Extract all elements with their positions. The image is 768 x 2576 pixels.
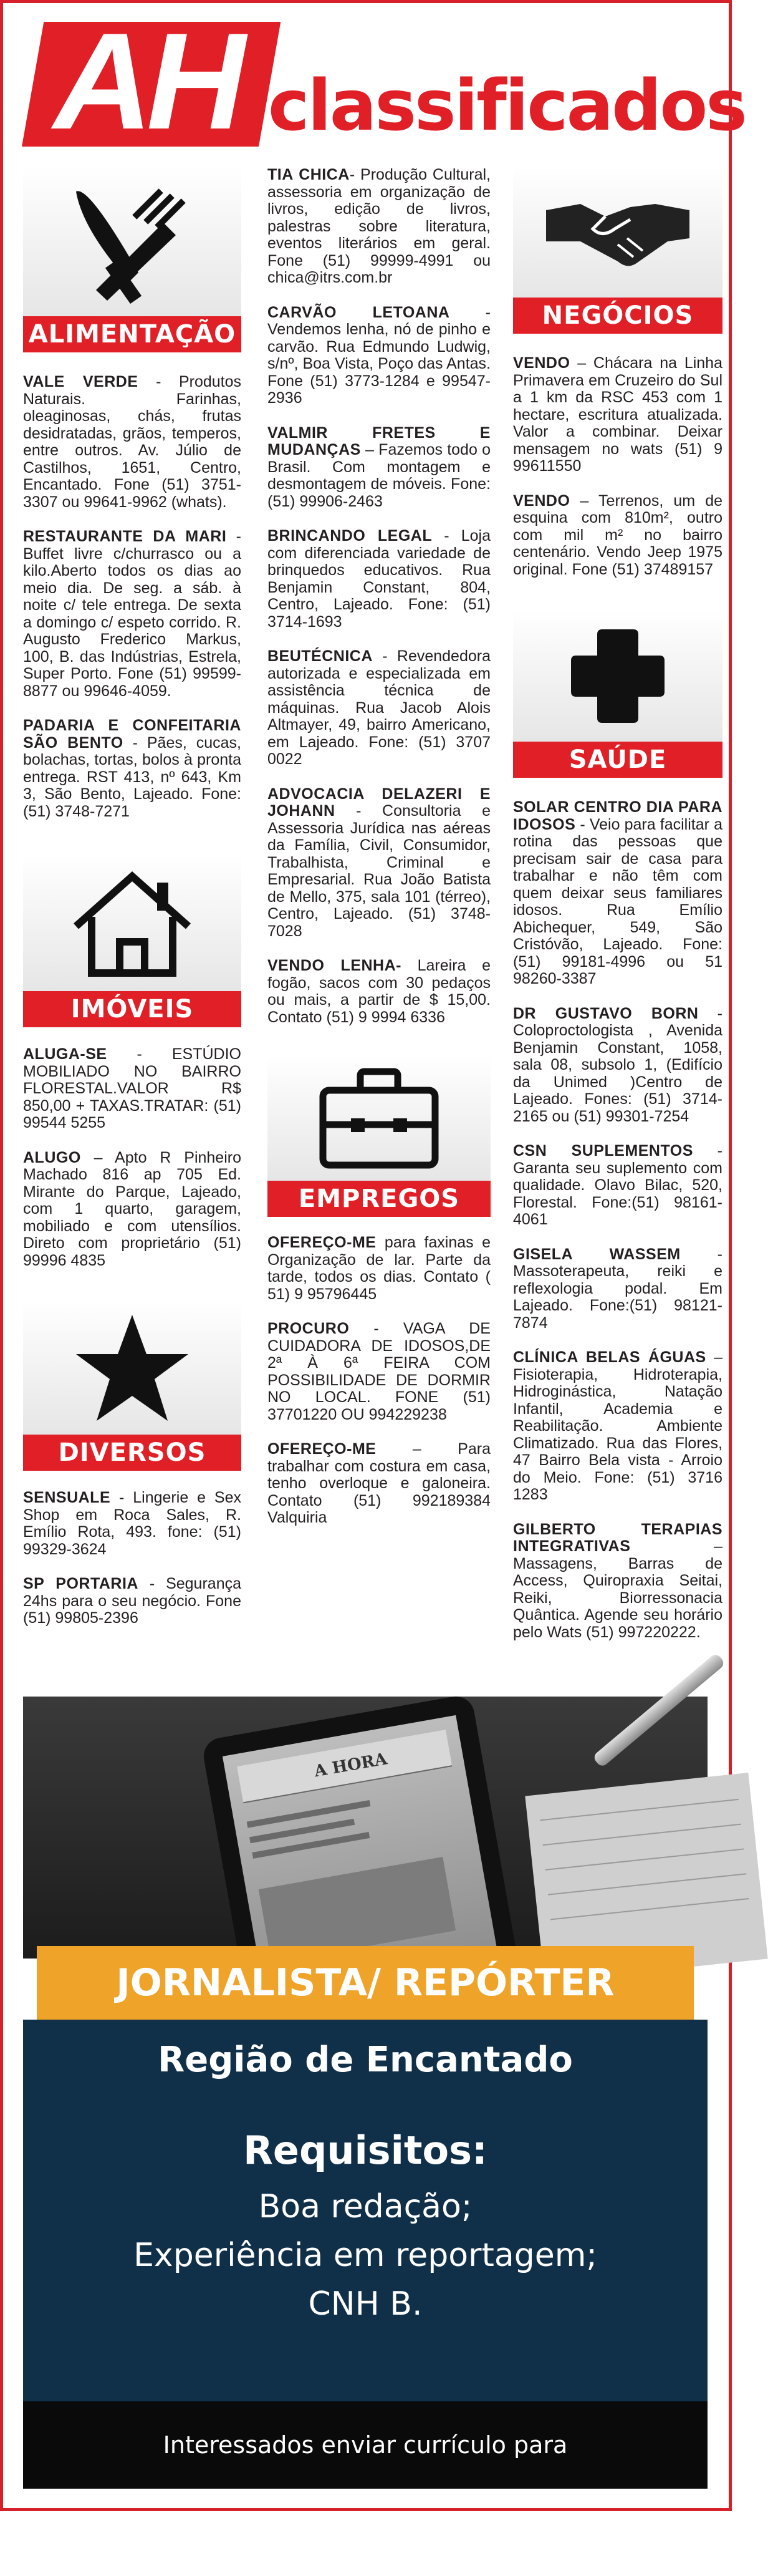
ad-procuro-cuidadora [267,1320,491,1423]
job-title: JORNALISTA/ REPÓRTER [37,1946,694,2020]
ad-text: – Para trabalhar com costura em casa, tenho overloque e galoneira. Contato (51) 992189384 Valquiria [267,1440,491,1526]
category-alimentacao: ALIMENTAÇÃO [23,316,241,352]
ad-text: - Pães, cucas, bolachas, tortas, bolos à pronta entrega. RST 413, nº 643, Km 3, São Bento, Lajeado. Fone:(51) 3748-7271 [23,734,241,820]
requirement-item: Boa redação; [258,2188,473,2225]
ad-gisela-wassem [513,1246,722,1332]
masthead [22,4,746,158]
ad-text: - Coloproctologista , Avenida Benjamin Constant, 1058, sala 08, subsolo 1, (Edifício da Unimed )Centro de Lajeado. Fones: (51) 3714-2165 ou (51) 99301-7254 [513,1004,722,1125]
logo-ah: AH [54,4,239,158]
ad-title: VENDO [513,354,570,372]
ad-carvao-letoana [267,304,491,407]
ad-text: - Produção Cultural, assessoria em organização de livros, edição de livros, palestras sobre literatura, eventos literários em geral. Fone (51) 99999-4991 ou chica@itrs.com.br [267,166,491,286]
fork-knife-icon [23,167,241,316]
ad-title: CLÍNICA BELAS ÁGUAS [513,1349,706,1366]
notepad-line [548,1873,746,1895]
ad-tia-chica [267,167,491,287]
ad-alugo [23,1150,241,1270]
ad-title: CSN SUPLEMENTOS [513,1142,693,1160]
apply-footer [23,2401,708,2546]
ad-gilberto-terapias [513,1521,722,1642]
job-region: Região de Encantado [158,2040,573,2080]
ad-text: - ESTÚDIO MOBILIADO NO BAIRRO FLORESTAL.VALOR R$ 850,00 + TAXAS.TRATAR: (51) 99544 5255 [23,1045,241,1131]
notepad-line [545,1848,744,1870]
category-saude: SAÚDE [513,742,722,778]
ad-vale-verde [23,374,241,511]
ad-text: – Massagens, Barras de Access, Quiropraxia Seitai, Reiki, Biorressonacia Quântica. Agende seu horário pelo Wats (51) 997220222. [513,1537,722,1641]
ad-title: VENDO [513,491,570,510]
ad-padaria-sao-bento [23,717,241,820]
medical-cross-icon [513,611,722,742]
ad-text: - Massoterapeuta, reiki e reflexologia podal. Em Lajeado. Fone:(51) 98121-7874 [513,1245,722,1332]
tablet-header [237,1730,452,1803]
ad-text: - Produtos Naturais. Farinhas, oleaginosas, chás, frutas desidratadas, grãos, temperos, entre outros. Av. Júlio de Castilhos, 1651, Centro, Encantado. Fone (51) 3751-3307 ou 99641-9962 (whats). [23,373,242,511]
ad-title: OFEREÇO-ME [267,1234,377,1251]
masthead-title: classificados [268,65,746,147]
ad-title: OFEREÇO-ME [267,1440,377,1458]
ad-csn-suplementos [513,1143,722,1229]
ad-text: - Veio para facilitar a rotina das pessoas que precisam sair de casa para trabalhar e não têm com quem deixar seus familiares idosos. Rua Emílio Abichequer, 549, São Cristóvão, Lajeado. Fone: (51) 99181-4996 ou 51 98260-3387 [513,815,722,987]
ad-advocacia [267,786,491,941]
pen-image [592,1652,726,1768]
tablet-photo [23,1697,708,1959]
ad-title: TIA CHICA [267,166,350,183]
ad-title: SP PORTARIA [23,1575,138,1592]
ad-valmir-fretes [267,425,491,511]
ad-text: - Segurança 24hs para o seu negócio. Fone (51) 99805-2396 [23,1575,241,1627]
handshake-icon [513,167,722,298]
ad-text: - Consultoria e Assessoria Jurídica nas aéreas da Família, Civil, Consumidor, Trabalhista, Criminal e Empresarial. Rua João Batista de Mello, 375, sala 101 (térreo), Centro, Lajeado. (51) 3748-7028 [267,802,491,940]
ad-aluga-se [23,1046,241,1132]
notepad-line [540,1799,738,1821]
ad-sensuale [23,1489,241,1558]
requirement-item: CNH B. [308,2285,423,2323]
ad-title: PROCURO [267,1320,350,1337]
ad-text: – Fisioterapia, Hidroterapia, Hidroginástica, Natação Infantil, Academia e Reabilitação. Ambiente Climatizado. Rua das Flores, 47 Bairro Bela vista - Arroio do Meio. Fone: (51) 3716 1283 [513,1349,722,1503]
ad-title: ALUGO [23,1148,81,1166]
ad-text: - VAGA DE CUIDADORA DE IDOSOS,DE 2ª À 6ª FEIRA COM POSSIBILIDADE DE DORMIR NO LOCAL. FONE (51) 37701220 OU 994229238 [267,1320,491,1423]
ad-text: - Garanta seu suplemento com qualidade. Olavo Bilac, 520, Florestal. Fone:(51) 98161-4061 [513,1142,722,1228]
column-1 [23,167,241,1645]
apply-text: Interessados enviar currículo para [163,2431,568,2459]
ad-vendo-chacara [513,355,722,475]
notepad-line [550,1898,749,1920]
ad-text: – Apto R Pinheiro Machado 816 ap 705 Ed. Mirante do Parque, Lajeado, com 1 quarto, garagem, mobiliado e com utensílios. Direto com proprietário (51) 99996 4835 [23,1148,241,1269]
job-details [23,2020,708,2401]
ad-text: – Fazemos todo o Brasil. Com montagem e desmontagem de móveis. Fone: (51) 99906-2463 [267,441,491,510]
ad-title: VALMIR FRETES E MUDANÇAS [267,424,491,458]
star-icon [23,1300,241,1435]
category-imoveis: IMÓVEIS [23,991,241,1027]
category-empregos: EMPREGOS [267,1181,491,1217]
category-diversos: DIVERSOS [23,1435,241,1471]
ad-restaurante-mari [23,528,241,700]
ad-title: ALUGA-SE [23,1045,107,1063]
ad-text: -Vendemos lenha, nó de pinho e carvão. Rua Edmundo Ludwig, s/nº, Boa Vista, Poço das Antas. Fone (51) 3773-1284 e 99547-2936 [267,303,491,407]
tablet-logo: A HORA [312,1750,389,1781]
ad-vendo-lenha [267,957,491,1026]
ad-clinica-belas-aguas [513,1349,722,1504]
requirements-title: Requisitos: [243,2128,487,2173]
ad-title: CARVÃO LETOANA [267,303,450,321]
apply-email[interactable]: rh@grupoahora.net.br [216,2519,515,2546]
ad-dr-gustavo-born [513,1005,722,1126]
ad-title: RESTAURANTE DA MARI [23,528,227,545]
ad-text: – Chácara na Linha Primavera em Cruzeiro do Sul a 1 km da RSC 453 com 1 hectare, escritura atualizada. Valor a combinar. Deixar mensagem no wats (51) 9 99611550 [513,354,722,475]
ad-text: Lareira e fogão, sacos com 30 pedaços ou mais, a partir de $ 15,00. Contato (51) 9 9994 6336 [267,957,491,1026]
ad-title: ADVOCACIA DELAZERI E JOHANN [267,785,491,820]
ad-text: - Loja com diferenciada variedade de brinquedos educativos. Rua Benjamin Constant, 804, Centro, Lajeado. Fone: (51) 3714-1693 [267,527,491,631]
ad-sp-portaria [23,1576,241,1627]
requirement-item: Experiência em reportagem; [133,2237,597,2274]
ad-brincando-legal [267,528,491,631]
ad-beutecnica [267,648,491,768]
ad-title: GISELA WASSEM [513,1245,681,1263]
ad-text: - Buffet livre c/churrasco ou a kilo.Aberto todos os dias ao meio dia. De seg. a sáb. à noite c/ tele entrega. De sexta a domingo c/ espeto corrido. R. Augusto Frederico Markus, 100, B. das Indústrias, Estrela, Super Porto. Fone (51) 99599-8877 ou 99646-4059. [23,528,241,700]
ad-title: VENDO LENHA- [267,957,401,974]
ad-text: - Revendedora autorizada e especializada em assistência técnica de máquinas. Rua Jacob Alois Altmayer, 49, bairro Americano, em Lajeado. Fone: (51) 3707 0022 [267,647,491,768]
ad-title: BEUTÉCNICA [267,647,373,665]
ad-text: para faxinas e Organização de lar. Parte da tarde, todos os dias. Contato ( 51) 9 95796445 [267,1234,491,1303]
ad-ofereco-me-costura [267,1441,491,1527]
toolbox-icon [267,1056,491,1181]
category-negocios: NEGÓCIOS [513,298,722,334]
ad-title: VALE VERDE [23,373,138,390]
ad-title: DR GUSTAVO BORN [513,1004,699,1022]
ad-title: SENSUALE [23,1489,111,1506]
ad-title: SOLAR CENTRO DIA PARA IDOSOS [513,798,722,833]
column-3 [513,167,722,1658]
ad-solar-centro-dia [513,799,722,988]
ad-title: GILBERTO TERAPIAS INTEGRATIVAS [513,1520,722,1555]
column-2 [267,167,491,1544]
ad-text: - Lingerie e Sex Shop em Roca Sales, R. Emílio Rota, 493. fone: (51) 99329-3624 [23,1489,241,1558]
ad-title: BRINCANDO LEGAL [267,527,433,545]
job-banner [23,1697,708,2546]
ad-ofereco-me-faxina [267,1234,491,1303]
ad-vendo-terrenos [513,493,722,579]
house-icon [23,855,241,991]
ad-text: – Terrenos, um de esquina com 810m², outro com mil m² no bairro centenário. Vendo Jeep 1975 original. Fone (51) 37489157 [513,491,722,578]
ad-title: PADARIA E CONFEITARIA SÃO BENTO [23,717,241,752]
notepad-line [543,1824,741,1846]
